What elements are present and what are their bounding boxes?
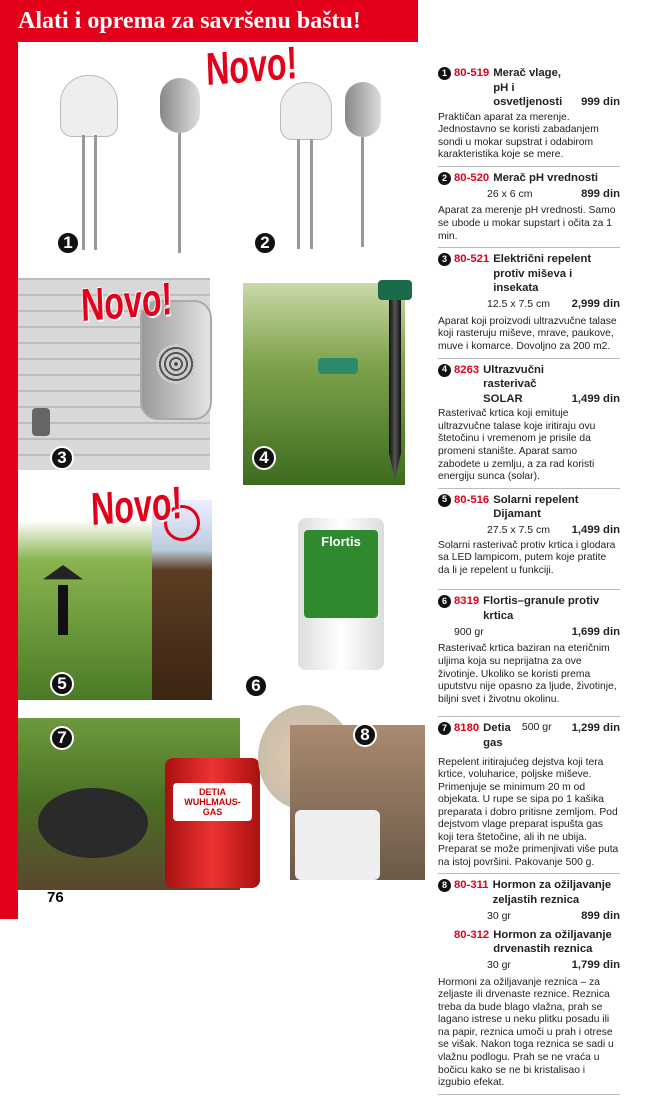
- product-description: Aparat za merenje pH vrednosti. Samo se ubode u mokar supstart i očita za 1 min.: [438, 205, 616, 242]
- product-price: 2,999 din: [571, 298, 620, 311]
- product-item: [438, 878, 620, 1094]
- product-price: 1,299 din: [571, 722, 620, 735]
- product-name: Merač vlage, pH i osvetljenosti: [493, 67, 563, 109]
- product-name: Električni repelent protiv miševa i insekata: [493, 253, 592, 295]
- product-price: 899 din: [581, 909, 620, 922]
- product-name: Solarni repelent Dijamant: [493, 493, 579, 521]
- novo-label: Novo!: [80, 272, 174, 331]
- number-icon: 4: [438, 364, 451, 377]
- product-size: 26 x 6 cm: [487, 187, 533, 200]
- product-description: Rasterivač krtica koji emituje ultrazvučne talase koje iritiraju ovu štetočinu i vremenom je prisile da promeni stanište. Aparat samo zabodete u zemlju, a za rad koristi energiju sunca (solar).: [438, 408, 596, 483]
- product-image-ph-meter: [60, 75, 120, 255]
- product-item: [438, 594, 620, 717]
- badge-6: 6: [244, 674, 268, 698]
- number-icon: 8: [438, 879, 451, 892]
- page-title: Alati i oprema za savršenu baštu!: [18, 8, 361, 34]
- product-item: [438, 721, 620, 874]
- product-description: Rasterivač krtica baziran na eteričnim uljima koja su neprijatna za ove životinje. Ukoliko se koristi prema uputstvu nije opasno za ljude, životinje, biljni svet i životnu okolinu.: [438, 643, 617, 705]
- product-item: [438, 66, 620, 167]
- product-image-solar-spike: [378, 280, 412, 490]
- number-icon: 7: [438, 722, 451, 735]
- product-size: 12.5 x 7.5 cm: [487, 298, 551, 311]
- product-item: [438, 493, 620, 591]
- flortis-logo-text: Flortis: [304, 530, 378, 618]
- product-name: Ultrazvučni rasterivač SOLAR: [483, 363, 545, 405]
- product-code: 80-312: [454, 928, 490, 941]
- product-name: Hormon za ožiljavanje zeljastih reznica: [492, 879, 612, 907]
- product-description: Hormoni za ožiljavanje reznica – za zeljaste ili drvenaste reznice. Reznica treba da bude blago vlažna, prah se lagano istrese u neku plitku posadu ili na papir, reznica umoči u prah i otrese se višak. Nakon toga reznica se sadi u vlažnu podlogu. Prah se ne vraća u bočicu kako se ne bi kristalisao i izgubio efekat.: [438, 976, 614, 1089]
- product-price: 1,699 din: [571, 625, 620, 638]
- page-number: 76: [47, 889, 64, 906]
- badge-8: 8: [353, 723, 377, 747]
- product-price: 1,499 din: [571, 392, 620, 405]
- number-icon: 3: [438, 253, 451, 266]
- product-size: 500 gr: [521, 721, 552, 734]
- product-name: Hormon za ožiljavanje drvenastih reznica: [493, 928, 612, 956]
- product-price: 1,799 din: [571, 958, 620, 971]
- product-price: 999 din: [581, 96, 620, 109]
- product-name: Merač pH vrednosti: [493, 171, 599, 184]
- product-code: 80-519: [454, 67, 490, 79]
- product-image-ph-meter-side: [160, 78, 200, 258]
- number-icon: 5: [438, 494, 451, 507]
- product-code: 8319: [454, 595, 480, 608]
- product-item: [438, 363, 620, 489]
- product-size: 30 gr: [487, 958, 511, 971]
- product-image-flortis-jar: [298, 518, 384, 670]
- product-price: 1,499 din: [571, 523, 620, 536]
- badge-2: 2: [253, 231, 277, 255]
- product-code: 80-516: [454, 493, 490, 506]
- badge-1: 1: [56, 231, 80, 255]
- product-image-ph-meter-2-side: [345, 82, 381, 252]
- product-description: Repelent iritirajućeg dejstva koji tera krtice, voluharice, poljske miševe. Primenjuje se minimum 20 m od objekata. U rupe se sipa po 1 kašika preparata i dobro pritisne zemljom. Pod dejstvom vlage preparat ispušta gas koji tera štetočine, ali ih ne ubija. Preparat se može primenjivati više puta na istoj površini. Pakovanje 500 g.: [438, 756, 619, 868]
- product-price: 899 din: [581, 187, 620, 200]
- badge-7: 7: [50, 726, 74, 750]
- product-code: 80-311: [454, 879, 489, 892]
- product-size: 900 gr: [454, 625, 484, 638]
- product-size: 30 gr: [487, 909, 511, 922]
- product-code: 8263: [454, 363, 480, 376]
- product-image-detia-can: [165, 758, 260, 888]
- product-list: [438, 66, 620, 1099]
- badge-3: 3: [50, 446, 74, 470]
- product-name: Flortis–granule protiv krtica: [483, 595, 600, 623]
- product-description: Solarni rasterivač protiv krtica i glodara sa LED lampicom, putem koje pratite da li je repelent u funkciji.: [438, 539, 616, 576]
- photo-rooting-hormone: [290, 725, 425, 880]
- novo-label: Novo!: [90, 476, 184, 535]
- number-icon: 2: [438, 172, 451, 185]
- product-name: Detia gas: [483, 722, 511, 749]
- number-icon: 1: [438, 67, 451, 80]
- detia-label-text: DETIA WUHLMAUS-GAS: [173, 783, 252, 821]
- product-description: Aparat koji proizvodi ultrazvučne talase koji rasteruju miševe, mrave, paukove, muve i komarce. Dovoljno za 200 m2.: [438, 315, 617, 352]
- product-code: 80-521: [454, 253, 490, 266]
- product-description: Praktičan aparat za merenje. Jednostavno se koristi zabadanjem sondi u mokar supstrat i odabirom karakteristika koje se mere.: [438, 111, 599, 161]
- left-stripe: [0, 0, 18, 919]
- badge-4: 4: [252, 446, 276, 470]
- number-icon: 6: [438, 595, 451, 608]
- novo-label: Novo!: [205, 36, 299, 95]
- product-item: [438, 171, 620, 248]
- product-item: [438, 252, 620, 358]
- product-code: 80-520: [454, 171, 490, 184]
- product-image-ph-meter-2: [280, 82, 340, 257]
- product-code: 8180: [454, 722, 480, 735]
- badge-5: 5: [50, 672, 74, 696]
- product-size: 27.5 x 7.5 cm: [487, 523, 551, 536]
